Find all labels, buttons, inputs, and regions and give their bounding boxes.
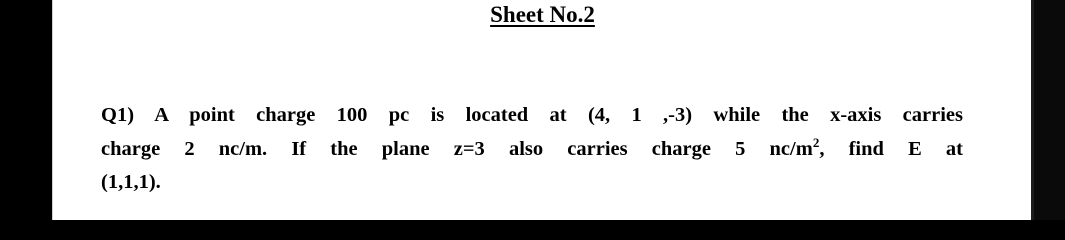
question-line-3: (1,1,1). xyxy=(101,171,161,193)
right-margin-bar xyxy=(1031,0,1065,220)
question-line-2-tail: , find E at xyxy=(819,137,963,160)
question-q1 xyxy=(101,99,963,200)
question-line-2-text: charge 2 nc/m. If the plane z=3 also carries charge 5 nc/m xyxy=(101,137,813,160)
question-line-2 xyxy=(101,133,963,167)
document-page xyxy=(52,0,1031,220)
sheet-title-text: Sheet No.2 xyxy=(490,2,595,27)
superscript-exponent: 2 xyxy=(812,134,820,150)
question-line-1: Q1) A point charge 100 pc is located at (4, 1 ,-3) while the x-axis carries xyxy=(101,104,963,126)
scroll-edge xyxy=(1031,0,1034,220)
sheet-title xyxy=(53,0,1032,30)
left-margin-bar xyxy=(0,0,52,220)
